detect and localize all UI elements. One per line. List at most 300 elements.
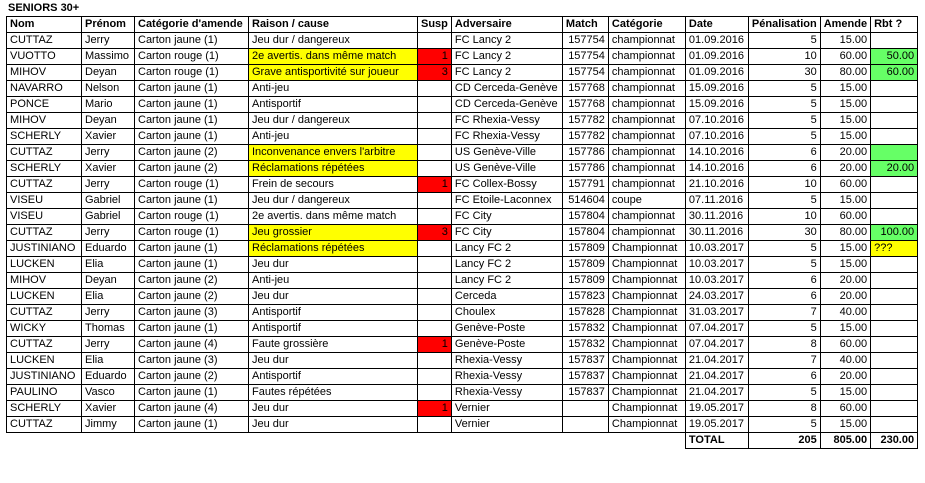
cell-match[interactable]: 157823 [562, 289, 608, 305]
cell-susp[interactable] [418, 321, 452, 337]
cell-prenom[interactable]: Deyan [82, 273, 135, 289]
cell-prenom[interactable]: Elia [82, 353, 135, 369]
cell-susp[interactable] [418, 385, 452, 401]
cell-rbt[interactable] [871, 193, 918, 209]
cell-categorie-amende[interactable]: Carton jaune (1) [135, 129, 249, 145]
table-row[interactable] [7, 49, 918, 65]
cell-raison[interactable]: Jeu dur [249, 289, 418, 305]
cell-nom[interactable]: SCHERLY [7, 401, 82, 417]
cell-categorie[interactable]: Championnat [608, 337, 685, 353]
cell-raison[interactable]: Frein de secours [249, 177, 418, 193]
cell-categorie-amende[interactable]: Carton jaune (1) [135, 97, 249, 113]
cell-penalisation[interactable]: 5 [748, 81, 820, 97]
cell-amende[interactable]: 60.00 [820, 401, 870, 417]
cell-categorie[interactable]: championnat [608, 177, 685, 193]
cell-categorie[interactable]: championnat [608, 161, 685, 177]
cell-categorie[interactable]: championnat [608, 97, 685, 113]
cell-prenom[interactable]: Deyan [82, 65, 135, 81]
table-row[interactable] [7, 241, 918, 257]
cell-categorie[interactable]: championnat [608, 81, 685, 97]
cell-rbt[interactable] [871, 273, 918, 289]
cell-susp[interactable]: 1 [418, 49, 452, 65]
cell-amende[interactable]: 15.00 [820, 193, 870, 209]
cell-prenom[interactable]: Nelson [82, 81, 135, 97]
cell-amende[interactable]: 20.00 [820, 289, 870, 305]
cell-susp[interactable] [418, 113, 452, 129]
cell-nom[interactable]: PONCE [7, 97, 82, 113]
cell-raison[interactable]: 2e avertis. dans même match [249, 209, 418, 225]
cell-prenom[interactable]: Mario [82, 97, 135, 113]
cell-raison[interactable]: Réclamations répétées [249, 241, 418, 257]
cell-match[interactable]: 157782 [562, 129, 608, 145]
table-row[interactable] [7, 385, 918, 401]
cell-date[interactable]: 01.09.2016 [685, 33, 748, 49]
cell-prenom[interactable]: Jerry [82, 177, 135, 193]
cell-prenom[interactable]: Deyan [82, 113, 135, 129]
cell-raison[interactable]: Fautes répétées [249, 385, 418, 401]
cell-amende[interactable]: 15.00 [820, 33, 870, 49]
cell-match[interactable] [562, 401, 608, 417]
cell-prenom[interactable]: Jerry [82, 337, 135, 353]
cell-categorie-amende[interactable]: Carton jaune (1) [135, 385, 249, 401]
column-header[interactable]: Prénom [82, 17, 135, 33]
cell-adversaire[interactable]: FC Lancy 2 [451, 33, 562, 49]
table-row[interactable] [7, 305, 918, 321]
cell-match[interactable]: 157804 [562, 209, 608, 225]
cell-categorie[interactable]: Championnat [608, 273, 685, 289]
cell-amende[interactable]: 60.00 [820, 209, 870, 225]
cell-categorie-amende[interactable]: Carton rouge (1) [135, 49, 249, 65]
cell-raison[interactable]: Réclamations répétées [249, 161, 418, 177]
cell-date[interactable]: 10.03.2017 [685, 241, 748, 257]
cell-categorie-amende[interactable]: Carton rouge (1) [135, 225, 249, 241]
cell-categorie-amende[interactable]: Carton jaune (4) [135, 401, 249, 417]
column-header[interactable]: Catégorie d'amende [135, 17, 249, 33]
table-row[interactable] [7, 97, 918, 113]
cell-penalisation[interactable]: 5 [748, 257, 820, 273]
cell-date[interactable]: 19.05.2017 [685, 417, 748, 433]
cell-date[interactable]: 07.10.2016 [685, 129, 748, 145]
cell-categorie-amende[interactable]: Carton jaune (2) [135, 273, 249, 289]
cell-penalisation[interactable]: 7 [748, 353, 820, 369]
cell-prenom[interactable]: Jerry [82, 225, 135, 241]
table-row[interactable] [7, 177, 918, 193]
cell-rbt[interactable]: 20.00 [871, 161, 918, 177]
cell-date[interactable]: 07.11.2016 [685, 193, 748, 209]
cell-categorie-amende[interactable]: Carton rouge (1) [135, 177, 249, 193]
cell-rbt[interactable]: 100.00 [871, 225, 918, 241]
cell-susp[interactable] [418, 353, 452, 369]
cell-adversaire[interactable]: FC City [451, 225, 562, 241]
cell-categorie-amende[interactable]: Carton jaune (2) [135, 289, 249, 305]
cell-prenom[interactable]: Elia [82, 289, 135, 305]
column-header[interactable]: Nom [7, 17, 82, 33]
table-row[interactable] [7, 81, 918, 97]
cell-rbt[interactable] [871, 81, 918, 97]
cell-rbt[interactable] [871, 257, 918, 273]
cell-categorie[interactable]: Championnat [608, 241, 685, 257]
cell-nom[interactable]: CUTTAZ [7, 145, 82, 161]
cell-raison[interactable]: 2e avertis. dans même match [249, 49, 418, 65]
table-row[interactable] [7, 65, 918, 81]
table-row[interactable] [7, 161, 918, 177]
cell-prenom[interactable]: Jerry [82, 33, 135, 49]
cell-date[interactable]: 10.03.2017 [685, 273, 748, 289]
cell-nom[interactable]: CUTTAZ [7, 33, 82, 49]
cell-categorie[interactable]: Championnat [608, 353, 685, 369]
cell-match[interactable]: 157791 [562, 177, 608, 193]
cell-prenom[interactable]: Jerry [82, 145, 135, 161]
table-row[interactable] [7, 273, 918, 289]
cell-adversaire[interactable]: FC Etoile-Laconnex [451, 193, 562, 209]
column-header[interactable]: Pénalisation [748, 17, 820, 33]
cell-categorie[interactable]: championnat [608, 129, 685, 145]
cell-nom[interactable]: CUTTAZ [7, 305, 82, 321]
cell-raison[interactable]: Jeu dur [249, 353, 418, 369]
cell-match[interactable]: 157782 [562, 113, 608, 129]
table-row[interactable] [7, 225, 918, 241]
cell-adversaire[interactable]: Lancy FC 2 [451, 257, 562, 273]
cell-categorie-amende[interactable]: Carton jaune (1) [135, 257, 249, 273]
cell-match[interactable]: 157832 [562, 321, 608, 337]
cell-date[interactable]: 21.04.2017 [685, 369, 748, 385]
cell-raison[interactable]: Inconvenance envers l'arbitre [249, 145, 418, 161]
cell-categorie-amende[interactable]: Carton jaune (3) [135, 305, 249, 321]
cell-categorie[interactable]: Championnat [608, 305, 685, 321]
table-row[interactable] [7, 257, 918, 273]
cell-amende[interactable]: 15.00 [820, 241, 870, 257]
cell-rbt[interactable] [871, 177, 918, 193]
cell-nom[interactable]: MIHOV [7, 65, 82, 81]
cell-prenom[interactable]: Xavier [82, 401, 135, 417]
cell-categorie[interactable]: championnat [608, 49, 685, 65]
cell-adversaire[interactable]: Genève-Poste [451, 337, 562, 353]
column-header[interactable]: Match [562, 17, 608, 33]
cell-nom[interactable]: VISEU [7, 209, 82, 225]
cell-date[interactable]: 07.04.2017 [685, 321, 748, 337]
cell-adversaire[interactable]: FC Rhexia-Vessy [451, 113, 562, 129]
cell-rbt[interactable] [871, 353, 918, 369]
cell-categorie[interactable]: championnat [608, 225, 685, 241]
cell-rbt[interactable] [871, 401, 918, 417]
cell-penalisation[interactable]: 7 [748, 305, 820, 321]
cell-adversaire[interactable]: US Genève-Ville [451, 161, 562, 177]
cell-rbt[interactable] [871, 369, 918, 385]
cell-rbt[interactable] [871, 129, 918, 145]
cell-date[interactable]: 30.11.2016 [685, 209, 748, 225]
cell-raison[interactable]: Jeu dur / dangereux [249, 33, 418, 49]
cell-rbt[interactable] [871, 337, 918, 353]
cell-nom[interactable]: VUOTTO [7, 49, 82, 65]
cell-adversaire[interactable]: FC Collex-Bossy [451, 177, 562, 193]
cell-adversaire[interactable]: FC Rhexia-Vessy [451, 129, 562, 145]
cell-categorie[interactable]: Championnat [608, 401, 685, 417]
cell-prenom[interactable]: Thomas [82, 321, 135, 337]
cell-penalisation[interactable]: 5 [748, 33, 820, 49]
cell-susp[interactable] [418, 81, 452, 97]
cell-penalisation[interactable]: 6 [748, 145, 820, 161]
cell-penalisation[interactable]: 5 [748, 385, 820, 401]
cell-adversaire[interactable]: Rhexia-Vessy [451, 369, 562, 385]
cell-categorie-amende[interactable]: Carton rouge (1) [135, 209, 249, 225]
cell-prenom[interactable]: Eduardo [82, 369, 135, 385]
table-row[interactable] [7, 289, 918, 305]
cell-amende[interactable]: 60.00 [820, 49, 870, 65]
cell-raison[interactable]: Jeu grossier [249, 225, 418, 241]
cell-adversaire[interactable]: FC City [451, 209, 562, 225]
column-header[interactable]: Susp [418, 17, 452, 33]
table-row[interactable] [7, 209, 918, 225]
cell-categorie[interactable]: Championnat [608, 369, 685, 385]
cell-penalisation[interactable]: 5 [748, 129, 820, 145]
cell-susp[interactable] [418, 289, 452, 305]
cell-categorie[interactable]: Championnat [608, 417, 685, 433]
cell-rbt[interactable] [871, 145, 918, 161]
cell-susp[interactable]: 1 [418, 337, 452, 353]
cell-penalisation[interactable]: 5 [748, 113, 820, 129]
cell-nom[interactable]: CUTTAZ [7, 417, 82, 433]
cell-nom[interactable]: SCHERLY [7, 161, 82, 177]
cell-nom[interactable]: MIHOV [7, 113, 82, 129]
cell-date[interactable]: 15.09.2016 [685, 97, 748, 113]
cell-categorie-amende[interactable]: Carton jaune (1) [135, 81, 249, 97]
cell-prenom[interactable]: Massimo [82, 49, 135, 65]
cell-adversaire[interactable]: Lancy FC 2 [451, 241, 562, 257]
cell-categorie[interactable]: Championnat [608, 257, 685, 273]
cell-nom[interactable]: WICKY [7, 321, 82, 337]
cell-penalisation[interactable]: 5 [748, 417, 820, 433]
cell-susp[interactable] [418, 417, 452, 433]
cell-categorie-amende[interactable]: Carton jaune (2) [135, 161, 249, 177]
cell-penalisation[interactable]: 5 [748, 193, 820, 209]
cell-nom[interactable]: LUCKEN [7, 289, 82, 305]
cell-match[interactable]: 157809 [562, 241, 608, 257]
cell-date[interactable]: 21.04.2017 [685, 353, 748, 369]
cell-susp[interactable] [418, 369, 452, 385]
cell-raison[interactable]: Antisportif [249, 321, 418, 337]
cell-penalisation[interactable]: 5 [748, 241, 820, 257]
cell-rbt[interactable] [871, 97, 918, 113]
cell-match[interactable]: 157809 [562, 257, 608, 273]
cell-date[interactable]: 15.09.2016 [685, 81, 748, 97]
cell-categorie-amende[interactable]: Carton jaune (3) [135, 353, 249, 369]
table-row[interactable] [7, 417, 918, 433]
cell-penalisation[interactable]: 10 [748, 49, 820, 65]
cell-susp[interactable] [418, 97, 452, 113]
cell-nom[interactable]: CUTTAZ [7, 225, 82, 241]
cell-rbt[interactable] [871, 305, 918, 321]
cell-prenom[interactable]: Eduardo [82, 241, 135, 257]
cell-categorie[interactable]: championnat [608, 209, 685, 225]
cell-nom[interactable]: VISEU [7, 193, 82, 209]
cell-susp[interactable]: 3 [418, 65, 452, 81]
cell-penalisation[interactable]: 6 [748, 369, 820, 385]
cell-categorie-amende[interactable]: Carton jaune (1) [135, 113, 249, 129]
cell-rbt[interactable] [871, 33, 918, 49]
cell-amende[interactable]: 15.00 [820, 385, 870, 401]
cell-adversaire[interactable]: Rhexia-Vessy [451, 385, 562, 401]
cell-rbt[interactable]: ??? [871, 241, 918, 257]
cell-rbt[interactable] [871, 385, 918, 401]
cell-date[interactable]: 21.10.2016 [685, 177, 748, 193]
table-row[interactable] [7, 129, 918, 145]
cell-raison[interactable]: Anti-jeu [249, 129, 418, 145]
cell-raison[interactable]: Jeu dur [249, 401, 418, 417]
table-row[interactable] [7, 401, 918, 417]
cell-match[interactable]: 157754 [562, 49, 608, 65]
cell-categorie-amende[interactable]: Carton jaune (1) [135, 417, 249, 433]
column-header[interactable]: Catégorie [608, 17, 685, 33]
cell-prenom[interactable]: Vasco [82, 385, 135, 401]
cell-nom[interactable]: PAULINO [7, 385, 82, 401]
cell-amende[interactable]: 15.00 [820, 97, 870, 113]
cell-raison[interactable]: Antisportif [249, 305, 418, 321]
cell-categorie-amende[interactable]: Carton jaune (1) [135, 193, 249, 209]
cell-nom[interactable]: CUTTAZ [7, 177, 82, 193]
cell-adversaire[interactable]: FC Lancy 2 [451, 49, 562, 65]
cell-nom[interactable]: LUCKEN [7, 353, 82, 369]
cell-date[interactable]: 21.04.2017 [685, 385, 748, 401]
cell-susp[interactable]: 1 [418, 401, 452, 417]
cell-susp[interactable] [418, 209, 452, 225]
cell-nom[interactable]: JUSTINIANO [7, 241, 82, 257]
cell-match[interactable]: 157804 [562, 225, 608, 241]
cell-raison[interactable]: Jeu dur [249, 257, 418, 273]
cell-susp[interactable] [418, 273, 452, 289]
cell-date[interactable]: 01.09.2016 [685, 65, 748, 81]
cell-penalisation[interactable]: 6 [748, 289, 820, 305]
cell-amende[interactable]: 15.00 [820, 321, 870, 337]
cell-adversaire[interactable]: Lancy FC 2 [451, 273, 562, 289]
table-row[interactable] [7, 353, 918, 369]
cell-susp[interactable] [418, 33, 452, 49]
cell-date[interactable]: 31.03.2017 [685, 305, 748, 321]
cell-adversaire[interactable]: CD Cerceda-Genève [451, 81, 562, 97]
cell-susp[interactable] [418, 193, 452, 209]
cell-adversaire[interactable]: FC Lancy 2 [451, 65, 562, 81]
cell-categorie[interactable]: championnat [608, 65, 685, 81]
cell-rbt[interactable] [871, 321, 918, 337]
cell-amende[interactable]: 20.00 [820, 145, 870, 161]
cell-date[interactable]: 10.03.2017 [685, 257, 748, 273]
cell-amende[interactable]: 15.00 [820, 81, 870, 97]
cell-amende[interactable]: 20.00 [820, 161, 870, 177]
table-row[interactable] [7, 193, 918, 209]
column-header[interactable]: Rbt ? [871, 17, 918, 33]
table-row[interactable] [7, 321, 918, 337]
cell-match[interactable]: 157754 [562, 65, 608, 81]
cell-categorie[interactable]: Championnat [608, 385, 685, 401]
cell-susp[interactable] [418, 305, 452, 321]
cell-adversaire[interactable]: Vernier [451, 401, 562, 417]
cell-penalisation[interactable]: 5 [748, 97, 820, 113]
cell-match[interactable]: 514604 [562, 193, 608, 209]
cell-match[interactable]: 157786 [562, 145, 608, 161]
cell-match[interactable]: 157754 [562, 33, 608, 49]
cell-prenom[interactable]: Gabriel [82, 209, 135, 225]
cell-date[interactable]: 24.03.2017 [685, 289, 748, 305]
cell-penalisation[interactable]: 30 [748, 225, 820, 241]
cell-categorie-amende[interactable]: Carton jaune (1) [135, 321, 249, 337]
cell-date[interactable]: 30.11.2016 [685, 225, 748, 241]
cell-penalisation[interactable]: 30 [748, 65, 820, 81]
cell-penalisation[interactable]: 10 [748, 177, 820, 193]
cell-categorie[interactable]: coupe [608, 193, 685, 209]
cell-date[interactable]: 01.09.2016 [685, 49, 748, 65]
column-header[interactable]: Adversaire [451, 17, 562, 33]
cell-adversaire[interactable]: Choulex [451, 305, 562, 321]
cell-match[interactable]: 157828 [562, 305, 608, 321]
cell-date[interactable]: 07.04.2017 [685, 337, 748, 353]
cell-amende[interactable]: 20.00 [820, 273, 870, 289]
column-header[interactable]: Amende [820, 17, 870, 33]
cell-nom[interactable]: JUSTINIANO [7, 369, 82, 385]
cell-rbt[interactable] [871, 113, 918, 129]
cell-amende[interactable]: 20.00 [820, 369, 870, 385]
table-row[interactable] [7, 145, 918, 161]
cell-date[interactable]: 19.05.2017 [685, 401, 748, 417]
cell-categorie-amende[interactable]: Carton jaune (1) [135, 241, 249, 257]
cell-penalisation[interactable]: 6 [748, 273, 820, 289]
cell-match[interactable]: 157768 [562, 97, 608, 113]
cell-amende[interactable]: 40.00 [820, 305, 870, 321]
cell-susp[interactable]: 3 [418, 225, 452, 241]
cell-susp[interactable] [418, 257, 452, 273]
cell-prenom[interactable]: Jimmy [82, 417, 135, 433]
cell-amende[interactable]: 80.00 [820, 65, 870, 81]
cell-categorie-amende[interactable]: Carton rouge (1) [135, 65, 249, 81]
cell-nom[interactable]: SCHERLY [7, 129, 82, 145]
cell-amende[interactable]: 60.00 [820, 177, 870, 193]
cell-nom[interactable]: NAVARRO [7, 81, 82, 97]
cell-prenom[interactable]: Xavier [82, 129, 135, 145]
cell-date[interactable]: 14.10.2016 [685, 161, 748, 177]
cell-amende[interactable]: 40.00 [820, 353, 870, 369]
cell-raison[interactable]: Jeu dur [249, 417, 418, 433]
cell-susp[interactable] [418, 241, 452, 257]
cell-categorie-amende[interactable]: Carton jaune (4) [135, 337, 249, 353]
cell-rbt[interactable]: 60.00 [871, 65, 918, 81]
cell-amende[interactable]: 15.00 [820, 417, 870, 433]
cell-date[interactable]: 07.10.2016 [685, 113, 748, 129]
cell-raison[interactable]: Grave antisportivité sur joueur [249, 65, 418, 81]
cell-susp[interactable]: 1 [418, 177, 452, 193]
cell-adversaire[interactable]: Rhexia-Vessy [451, 353, 562, 369]
cell-raison[interactable]: Antisportif [249, 369, 418, 385]
cell-raison[interactable]: Antisportif [249, 97, 418, 113]
cell-raison[interactable]: Jeu dur / dangereux [249, 193, 418, 209]
cell-amende[interactable]: 80.00 [820, 225, 870, 241]
cell-match[interactable]: 157837 [562, 353, 608, 369]
cell-penalisation[interactable]: 6 [748, 161, 820, 177]
cell-penalisation[interactable]: 8 [748, 401, 820, 417]
cell-penalisation[interactable]: 5 [748, 321, 820, 337]
table-row[interactable] [7, 369, 918, 385]
cell-susp[interactable] [418, 145, 452, 161]
cell-match[interactable]: 157768 [562, 81, 608, 97]
cell-categorie-amende[interactable]: Carton jaune (2) [135, 145, 249, 161]
cell-categorie-amende[interactable]: Carton jaune (1) [135, 33, 249, 49]
cell-raison[interactable]: Faute grossière [249, 337, 418, 353]
cell-penalisation[interactable]: 10 [748, 209, 820, 225]
cell-rbt[interactable] [871, 417, 918, 433]
cell-prenom[interactable]: Xavier [82, 161, 135, 177]
cell-amende[interactable]: 60.00 [820, 337, 870, 353]
cell-categorie[interactable]: championnat [608, 113, 685, 129]
cell-adversaire[interactable]: Genève-Poste [451, 321, 562, 337]
cell-match[interactable]: 157786 [562, 161, 608, 177]
cell-date[interactable]: 14.10.2016 [685, 145, 748, 161]
